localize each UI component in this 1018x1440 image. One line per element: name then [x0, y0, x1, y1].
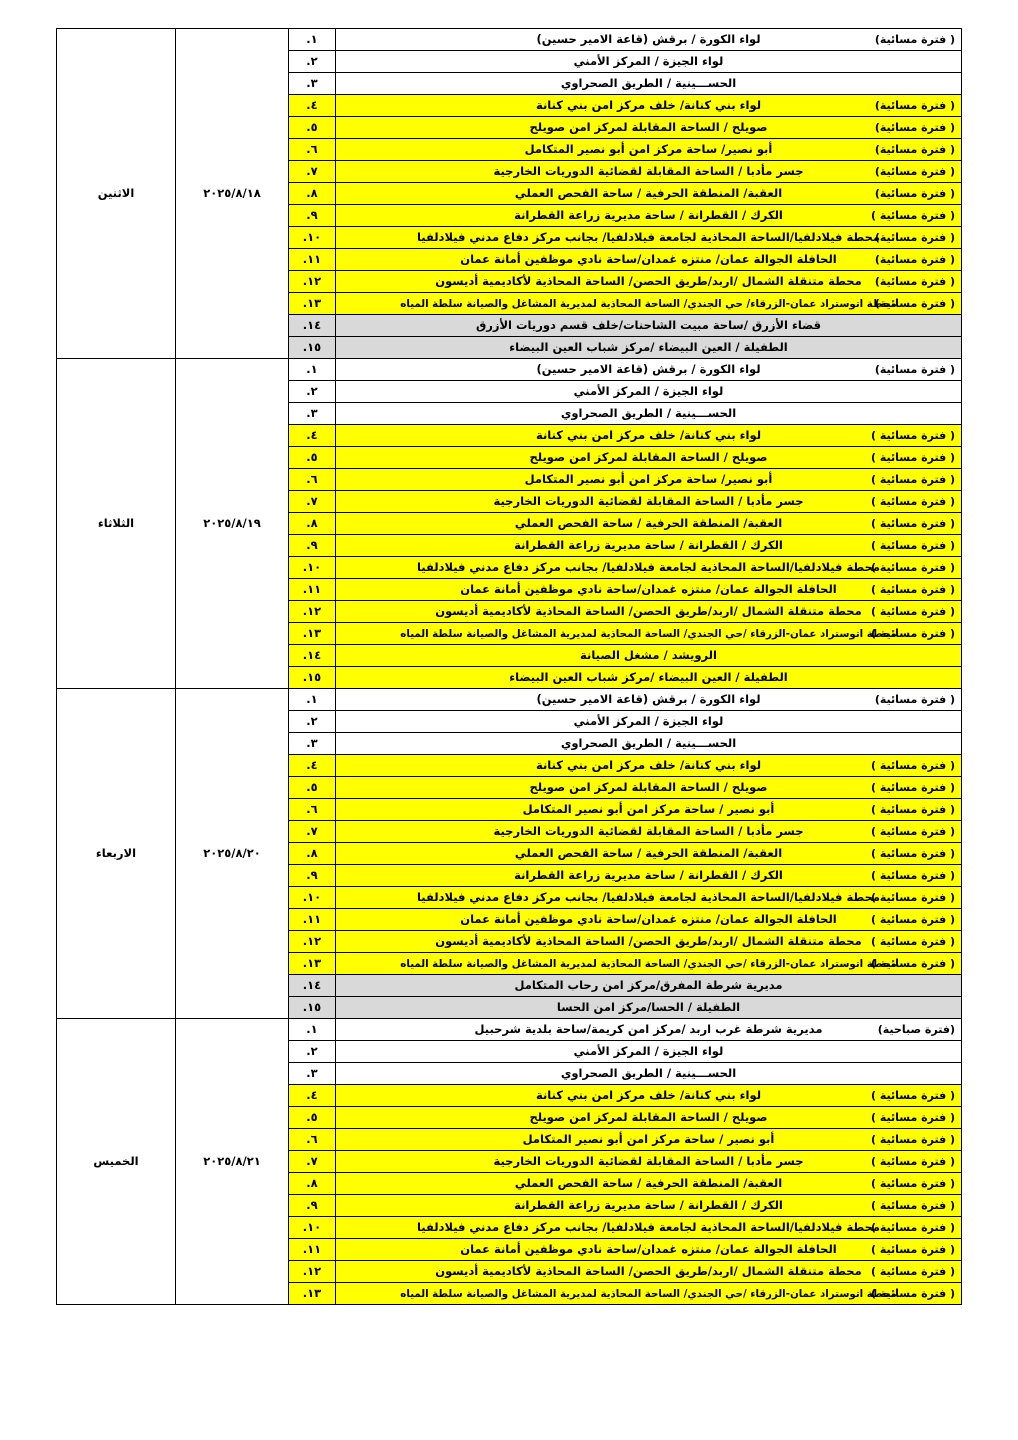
row-number: ١.: [289, 689, 336, 711]
location-text: الكرك / القطرانة / ساحة مديرية زراعة القطرانة: [514, 208, 783, 223]
location-text: صويلح / الساحة المقابلة لمركز امن صويلح: [529, 1110, 768, 1125]
location-text: لواء بني كنانة/ خلف مركز امن بني كنانة: [535, 98, 762, 113]
location-cell: [336, 1151, 962, 1173]
row-number: ٥.: [289, 447, 336, 469]
row-number: ٧.: [289, 491, 336, 513]
location-text: محطة اتوستراد عمان-الزرقاء /حي الجندي/ الساحة المحاذية لمديرية المشاغل والصيانة سلطة المياه: [400, 958, 897, 971]
row-number: ٣.: [289, 1063, 336, 1085]
row-number: ١٥.: [289, 667, 336, 689]
location-cell: [336, 337, 962, 359]
location-cell: [336, 469, 962, 491]
period-label: ( فترة مسائية): [874, 120, 955, 134]
row-number: ٩.: [289, 535, 336, 557]
location-cell: [336, 887, 962, 909]
row-number: ٤.: [289, 1085, 336, 1107]
location-cell: [336, 975, 962, 997]
location-cell: [336, 447, 962, 469]
row-number: ٦.: [289, 139, 336, 161]
period-label: ( فترة مسائية ): [871, 428, 955, 442]
row-number: ٨.: [289, 183, 336, 205]
period-label: ( فترة مسائية ): [871, 912, 955, 926]
location-cell: [336, 1085, 962, 1107]
table-row: [57, 359, 962, 381]
row-number: ٤.: [289, 755, 336, 777]
location-text: الحافلة الجوالة عمان/ منتزه غمدان/ساحة نادي موظفين أمانة عمان: [460, 252, 837, 267]
location-cell: [336, 821, 962, 843]
period-label: ( فترة مسائية ): [871, 824, 955, 838]
location-text: لواء بني كنانة/ خلف مركز امن بني كنانة: [535, 758, 762, 773]
location-text: الكرك / القطرانة / ساحة مديرية زراعة القطرانة: [514, 538, 783, 553]
location-text: العقبة/ المنطقة الحرفية / ساحة الفحص العملي: [514, 516, 783, 531]
row-number: ١.: [289, 1019, 336, 1041]
period-label: ( فترة مسائية): [874, 164, 955, 178]
location-text: جسر مأدبا / الساحة المقابلة لقضائية الدوريات الخارجية: [493, 494, 804, 509]
location-text: محطة فيلادلفيا/الساحة المحاذية لجامعة فيلادلفيا/ بجانب مركز دفاع مدني فيلادلفيا: [416, 560, 881, 575]
period-label: ( فترة مسائية ): [871, 758, 955, 772]
location-cell: [336, 205, 962, 227]
location-text: أبو نصير / ساحة مركز امن أبو نصير المتكامل: [522, 802, 775, 817]
row-number: ١٠.: [289, 1217, 336, 1239]
table-row: [57, 1019, 962, 1041]
date-cell: ٢٠٢٥/٨/١٩: [176, 359, 289, 689]
location-text: جسر مأدبا / الساحة المقابلة لقضائية الدوريات الخارجية: [493, 824, 804, 839]
period-label: ( فترة مسائية): [874, 296, 955, 310]
location-text: الحافلة الجوالة عمان/ منتزه غمدان/ساحة نادي موظفين أمانة عمان: [460, 582, 837, 597]
row-number: ١٣.: [289, 623, 336, 645]
period-label: ( فترة مسائية ): [871, 868, 955, 882]
location-cell: [336, 843, 962, 865]
period-label: ( فترة مسائية ): [871, 494, 955, 508]
location-cell: [336, 381, 962, 403]
row-number: ١٤.: [289, 975, 336, 997]
date-cell: ٢٠٢٥/٨/١٨: [176, 29, 289, 359]
location-text: الحســـينية / الطريق الصحراوي: [560, 406, 737, 421]
period-label: ( فترة مسائية ): [871, 1088, 955, 1102]
period-label: ( فترة مسائية ): [871, 1264, 955, 1278]
row-number: ١٣.: [289, 1283, 336, 1305]
row-number: ١٤.: [289, 315, 336, 337]
location-text: صويلح / الساحة المقابلة لمركز امن صويلح: [529, 780, 768, 795]
period-label: ( فترة مسائية ): [871, 626, 955, 640]
period-label: ( فترة مسائية ): [871, 1198, 955, 1212]
location-text: العقبة/ المنطقة الحرفية / ساحة الفحص العملي: [514, 186, 783, 201]
period-label: ( فترة مسائية): [874, 252, 955, 266]
row-number: ٣.: [289, 733, 336, 755]
location-text: الكرك / القطرانة / ساحة مديرية زراعة القطرانة: [514, 868, 783, 883]
location-cell: [336, 51, 962, 73]
location-cell: [336, 1041, 962, 1063]
row-number: ٤.: [289, 425, 336, 447]
period-label: ( فترة مسائية ): [871, 846, 955, 860]
location-cell: [336, 249, 962, 271]
location-text: لواء بني كنانة/ خلف مركز امن بني كنانة: [535, 428, 762, 443]
period-label: ( فترة مسائية ): [871, 1154, 955, 1168]
location-cell: [336, 1239, 962, 1261]
row-number: ٢.: [289, 711, 336, 733]
row-number: ٢.: [289, 381, 336, 403]
location-text: الرويشد / مشغل الصيانة: [580, 648, 717, 663]
row-number: ١٣.: [289, 953, 336, 975]
location-cell: [336, 755, 962, 777]
period-label: ( فترة مسائية ): [871, 802, 955, 816]
period-label: ( فترة مسائية ): [871, 538, 955, 552]
location-cell: [336, 667, 962, 689]
location-cell: [336, 645, 962, 667]
row-number: ٨.: [289, 843, 336, 865]
location-cell: [336, 953, 962, 975]
row-number: ١١.: [289, 249, 336, 271]
location-cell: [336, 909, 962, 931]
row-number: ٦.: [289, 799, 336, 821]
location-text: الحافلة الجوالة عمان/ منتزه غمدان/ساحة نادي موظفين أمانة عمان: [460, 912, 837, 927]
date-cell: ٢٠٢٥/٨/٢٠: [176, 689, 289, 1019]
location-cell: [336, 535, 962, 557]
location-text: مديرية شرطة غرب اربد /مركز امن كريمة/ساحة بلدية شرحبيل: [474, 1022, 823, 1037]
location-cell: [336, 865, 962, 887]
location-cell: [336, 1217, 962, 1239]
location-cell: [336, 513, 962, 535]
row-number: ١٢.: [289, 601, 336, 623]
schedule-table: [56, 28, 962, 1305]
location-text: محطة متنقلة الشمال /اربد/طريق الحصن/ الساحة المحاذية لأكاديمية أديسون: [435, 604, 862, 619]
location-cell: [336, 227, 962, 249]
row-number: ١٠.: [289, 557, 336, 579]
row-number: ١١.: [289, 1239, 336, 1261]
row-number: ٦.: [289, 469, 336, 491]
row-number: ٦.: [289, 1129, 336, 1151]
location-text: العقبة/ المنطقة الحرفية / ساحة الفحص العملي: [514, 1176, 783, 1191]
location-text: الطفيلة / العين البيضاء /مركز شباب العين البيضاء: [509, 340, 788, 355]
row-number: ١٥.: [289, 337, 336, 359]
day-cell: الاربعاء: [57, 689, 176, 1019]
row-number: ١٢.: [289, 1261, 336, 1283]
period-label: ( فترة مسائية): [874, 142, 955, 156]
row-number: ١٢.: [289, 271, 336, 293]
location-cell: [336, 799, 962, 821]
row-number: ٢.: [289, 51, 336, 73]
period-label: ( فترة مسائية): [874, 692, 955, 706]
location-cell: [336, 1107, 962, 1129]
location-cell: [336, 403, 962, 425]
period-label: ( فترة مسائية ): [871, 780, 955, 794]
row-number: ١٣.: [289, 293, 336, 315]
location-cell: [336, 491, 962, 513]
period-label: ( فترة مسائية): [874, 230, 955, 244]
period-label: ( فترة مسائية ): [871, 934, 955, 948]
location-text: لواء الكورة / برقش (قاعة الامير حسين): [536, 32, 761, 47]
location-text: جسر مأدبا / الساحة المقابلة لقضائية الدوريات الخارجية: [493, 164, 804, 179]
location-text: لواء الجيزة / المركز الأمني: [573, 384, 724, 399]
location-text: صويلح / الساحة المقابلة لمركز امن صويلح: [529, 450, 768, 465]
location-cell: [336, 183, 962, 205]
location-text: محطة متنقلة الشمال /اربد/طريق الحصن/ الساحة المحاذية لأكاديمية أديسون: [435, 1264, 862, 1279]
row-number: ٩.: [289, 865, 336, 887]
period-label: ( فترة مسائية): [874, 32, 955, 46]
row-number: ٨.: [289, 1173, 336, 1195]
period-label: ( فترة مسائية ): [871, 1132, 955, 1146]
period-label: (فترة صباحية): [877, 1022, 955, 1036]
location-text: الكرك / القطرانة / ساحة مديرية زراعة القطرانة: [514, 1198, 783, 1213]
period-label: ( فترة مسائية ): [871, 1220, 955, 1234]
location-text: لواء الكورة / برقش (قاعة الامير حسين): [536, 362, 761, 377]
location-text: محطة فيلادلفيا/الساحة المحاذية لجامعة فيلادلفيا/ بجانب مركز دفاع مدني فيلادلفيا: [416, 1220, 881, 1235]
location-text: الحســـينية / الطريق الصحراوي: [560, 76, 737, 91]
location-text: محطة اتوستراد عمان-الزرقاء /حي الجندي/ الساحة المحاذية لمديرية المشاغل والصيانة سلطة المياه: [400, 1288, 897, 1301]
table-row: [57, 689, 962, 711]
row-number: ٥.: [289, 117, 336, 139]
row-number: ٨.: [289, 513, 336, 535]
location-text: أبو نصير/ ساحة مركز امن أبو نصير المتكامل: [524, 142, 773, 157]
location-text: محطة متنقلة الشمال /اربد/طريق الحصن/ الساحة المحاذية لأكاديمية أديسون: [435, 274, 862, 289]
row-number: ٥.: [289, 777, 336, 799]
period-label: ( فترة مسائية ): [871, 516, 955, 530]
row-number: ١٤.: [289, 645, 336, 667]
location-cell: [336, 139, 962, 161]
location-text: محطة فيلادلفيا/الساحة المحاذية لجامعة فيلادلفيا/ بجانب مركز دفاع مدني فيلادلفيا: [416, 230, 881, 245]
period-label: ( فترة مسائية ): [871, 450, 955, 464]
row-number: ٣.: [289, 73, 336, 95]
row-number: ٥.: [289, 1107, 336, 1129]
location-cell: [336, 271, 962, 293]
location-text: أبو نصير / ساحة مركز امن أبو نصير المتكامل: [522, 1132, 775, 1147]
day-cell: الاثنين: [57, 29, 176, 359]
row-number: ١٠.: [289, 887, 336, 909]
location-text: أبو نصير/ ساحة مركز امن أبو نصير المتكامل: [524, 472, 773, 487]
period-label: ( فترة مسائية ): [871, 604, 955, 618]
period-label: ( فترة مسائية ): [871, 1286, 955, 1300]
date-cell: ٢٠٢٥/٨/٢١: [176, 1019, 289, 1305]
location-cell: [336, 315, 962, 337]
row-number: ٣.: [289, 403, 336, 425]
location-text: الحســـينية / الطريق الصحراوي: [560, 736, 737, 751]
table-row: [57, 29, 962, 51]
location-text: لواء الجيزة / المركز الأمني: [573, 714, 724, 729]
location-cell: [336, 623, 962, 645]
row-number: ١.: [289, 359, 336, 381]
period-label: ( فترة مسائية ): [871, 582, 955, 596]
location-text: الحافلة الجوالة عمان/ منتزه غمدان/ساحة نادي موظفين أمانة عمان: [460, 1242, 837, 1257]
location-text: لواء الكورة / برقش (قاعة الامير حسين): [536, 692, 761, 707]
period-label: ( فترة مسائية ): [871, 472, 955, 486]
location-cell: [336, 1063, 962, 1085]
location-cell: [336, 711, 962, 733]
row-number: ١٢.: [289, 931, 336, 953]
location-cell: [336, 1129, 962, 1151]
location-cell: [336, 601, 962, 623]
location-text: لواء الجيزة / المركز الأمني: [573, 54, 724, 69]
period-label: ( فترة مسائية ): [871, 956, 955, 970]
period-label: ( فترة مسائية ): [871, 1176, 955, 1190]
location-text: محطة اتوستراد عمان-الزرقاء /حي الجندي/ الساحة المحاذية لمديرية المشاغل والصيانة سلطة المياه: [400, 628, 897, 641]
location-cell: [336, 73, 962, 95]
location-cell: [336, 931, 962, 953]
location-cell: [336, 425, 962, 447]
location-text: محطة متنقلة الشمال /اربد/طريق الحصن/ الساحة المحاذية لأكاديمية أديسون: [435, 934, 862, 949]
location-text: مديرية شرطة المفرق/مركز امن رحاب المتكامل: [514, 978, 783, 993]
period-label: ( فترة مسائية ): [871, 890, 955, 904]
row-number: ١١.: [289, 579, 336, 601]
row-number: ٤.: [289, 95, 336, 117]
location-cell: [336, 1261, 962, 1283]
location-text: الطفيلة / العين البيضاء /مركز شباب العين البيضاء: [509, 670, 788, 685]
location-cell: [336, 117, 962, 139]
location-text: الحســـينية / الطريق الصحراوي: [560, 1066, 737, 1081]
row-number: ٢.: [289, 1041, 336, 1063]
period-label: ( فترة مسائية ): [871, 560, 955, 574]
location-cell: [336, 579, 962, 601]
location-cell: [336, 29, 962, 51]
row-number: ١٠.: [289, 227, 336, 249]
location-cell: [336, 1173, 962, 1195]
period-label: ( فترة مسائية): [874, 98, 955, 112]
location-text: صويلح / الساحة المقابلة لمركز امن صويلح: [529, 120, 768, 135]
row-number: ٩.: [289, 1195, 336, 1217]
period-label: ( فترة مسائية ): [871, 1110, 955, 1124]
location-text: جسر مأدبا / الساحة المقابلة لقضائية الدوريات الخارجية: [493, 1154, 804, 1169]
row-number: ١١.: [289, 909, 336, 931]
location-cell: [336, 161, 962, 183]
period-label: ( فترة مسائية ): [871, 1242, 955, 1256]
period-label: ( فترة مسائية): [874, 186, 955, 200]
location-cell: [336, 997, 962, 1019]
row-number: ١.: [289, 29, 336, 51]
day-cell: الثلاثاء: [57, 359, 176, 689]
location-text: محطة اتوستراد عمان-الزرقاء/ حي الجندي/ الساحة المحاذية لمديرية المشاغل والصيانة سلطة المياه: [400, 298, 897, 311]
location-cell: [336, 95, 962, 117]
day-cell: الخميس: [57, 1019, 176, 1305]
location-cell: [336, 1019, 962, 1041]
row-number: ٧.: [289, 1151, 336, 1173]
location-cell: [336, 689, 962, 711]
row-number: ١٥.: [289, 997, 336, 1019]
row-number: ٧.: [289, 161, 336, 183]
location-text: قضاء الأزرق /ساحة مبيت الشاحنات/خلف قسم دوريات الأزرق: [475, 318, 822, 333]
location-text: محطة فيلادلفيا/الساحة المحاذية لجامعة فيلادلفيا/ بجانب مركز دفاع مدني فيلادلفيا: [416, 890, 881, 905]
location-cell: [336, 359, 962, 381]
location-cell: [336, 733, 962, 755]
location-cell: [336, 293, 962, 315]
period-label: ( فترة مسائية): [874, 274, 955, 288]
location-text: العقبة/ المنطقة الحرفية / ساحة الفحص العملي: [514, 846, 783, 861]
location-text: الطفيلة / الحسا/مركز امن الحسا: [556, 1000, 741, 1015]
period-label: ( فترة مسائية): [874, 362, 955, 376]
location-cell: [336, 777, 962, 799]
row-number: ٩.: [289, 205, 336, 227]
location-cell: [336, 557, 962, 579]
location-cell: [336, 1195, 962, 1217]
row-number: ٧.: [289, 821, 336, 843]
period-label: ( فترة مسائية ): [871, 208, 955, 222]
location-text: لواء الجيزة / المركز الأمني: [573, 1044, 724, 1059]
location-text: لواء بني كنانة/ خلف مركز امن بني كنانة: [535, 1088, 762, 1103]
location-cell: [336, 1283, 962, 1305]
